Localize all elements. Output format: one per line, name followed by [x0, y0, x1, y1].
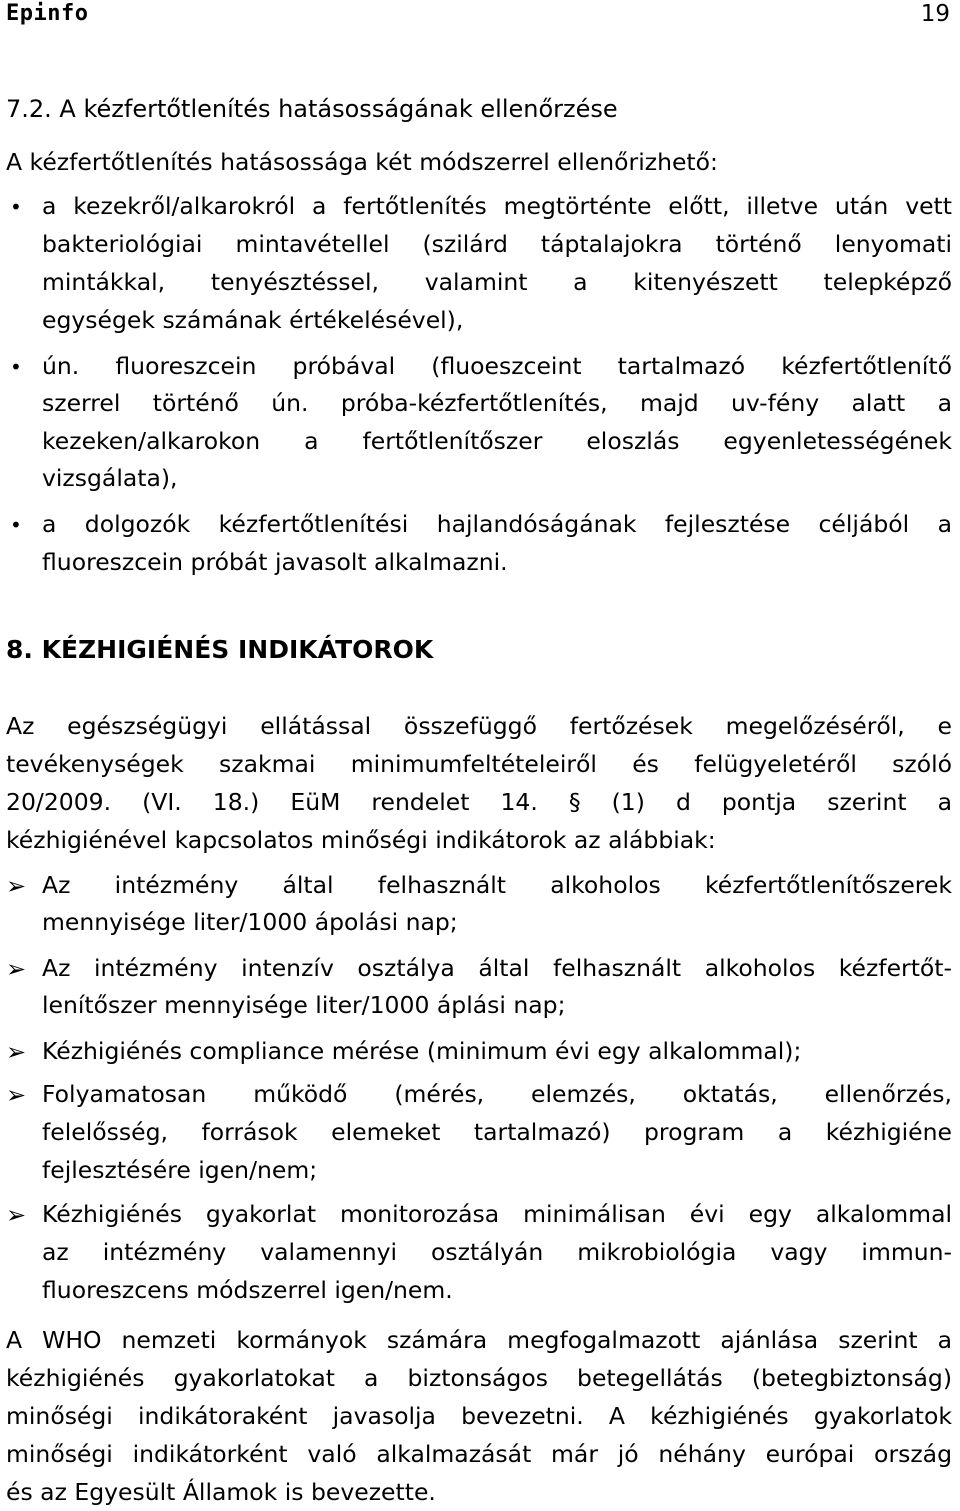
- indicator-1-line-1: Az intézmény által felhasznált alkoholos kézfertőtlenítőszerek: [42, 871, 952, 899]
- who-line-3: minőségi indikátoraként javasolja bevezetni. A kézhigiénés gyakorlatok: [6, 1402, 952, 1430]
- page-number: 19: [920, 1, 950, 27]
- who-line-2: kézhigiénés gyakorlatokat a biztonságos betegellátás (betegbiztonság): [6, 1364, 952, 1392]
- bullet-2-line-4: vizsgálata),: [42, 464, 178, 492]
- arrow-bullet-icon: ➢: [6, 872, 27, 900]
- para-line-4: kézhigiénével kapcsolatos minőségi indikátorok az alábbiak:: [6, 826, 716, 854]
- who-line-1: A WHO nemzeti kormányok számára megfogalmazott ajánlása szerint a: [6, 1326, 952, 1354]
- bullet-icon: •: [10, 513, 22, 537]
- indicator-1-line-2: mennyisége liter/1000 ápolási nap;: [42, 908, 458, 936]
- epinfo-logo: Epinfo: [6, 1, 89, 26]
- bullet-icon: •: [10, 355, 22, 379]
- indicator-2-line-2: lenítőszer mennyisége liter/1000 áplási nap;: [42, 991, 566, 1019]
- bullet-2-line-1: ún. fluoreszcein próbával (fluoeszceint tartalmazó kézfertőtlenítő: [42, 352, 952, 380]
- arrow-bullet-icon: ➢: [6, 1201, 27, 1229]
- bullet-3-line-1: a dolgozók kézfertőtlenítési hajlandóságának fejlesztése céljából a: [42, 510, 952, 538]
- indicator-4-line-2: felelősség, források elemeket tartalmazó) program a kézhigiéne: [42, 1118, 952, 1146]
- who-line-4: minőségi indikátorként való alkalmazását már jó néhány európai ország: [6, 1440, 952, 1468]
- indicator-5-line-1: Kézhigiénés gyakorlat monitorozása minimálisan évi egy alkalommal: [42, 1200, 952, 1228]
- bullet-1-line-3: mintákkal, tenyésztéssel, valamint a kitenyészett telepképző: [42, 268, 952, 296]
- indicator-5-line-3: fluoreszcens módszerrel igen/nem.: [42, 1276, 453, 1304]
- who-line-5: és az Egyesült Államok is bevezette.: [6, 1478, 436, 1506]
- bullet-icon: •: [10, 195, 22, 219]
- section-heading-8: 8. KÉZHIGIÉNÉS INDIKÁTOROK: [6, 635, 434, 664]
- bullet-3-line-2: fluoreszcein próbát javasolt alkalmazni.: [42, 548, 508, 576]
- bullet-2-line-3: kezeken/alkarokon a fertőtlenítőszer eloszlás egyenletességének: [42, 427, 952, 455]
- section-intro: A kézfertőtlenítés hatásossága két módszerrel ellenőrizhető:: [6, 148, 718, 176]
- para-line-3: 20/2009. (VI. 18.) EüM rendelet 14. § (1) d pontja szerint a: [6, 788, 952, 816]
- arrow-bullet-icon: ➢: [6, 1038, 27, 1066]
- bullet-1-line-4: egységek számának értékelésével),: [42, 306, 464, 334]
- indicator-3-line-1: Kézhigiénés compliance mérése (minimum évi egy alkalommal);: [42, 1037, 802, 1065]
- section-heading-7-2: 7.2. A kézfertőtlenítés hatásosságának ellenőrzése: [6, 95, 618, 123]
- bullet-1-line-2: bakteriológiai mintavétellel (szilárd táptalajokra történő lenyomati: [42, 230, 952, 258]
- para-line-1: Az egészségügyi ellátással összefüggő fertőzések megelőzéséről, e: [6, 712, 952, 740]
- arrow-bullet-icon: ➢: [6, 1081, 27, 1109]
- arrow-bullet-icon: ➢: [6, 955, 27, 983]
- indicator-2-line-1: Az intézmény intenzív osztálya által felhasznált alkoholos kézfertőt-: [42, 954, 952, 982]
- page-header: [6, 0, 950, 34]
- bullet-1-line-1: a kezekről/alkarokról a fertőtlenítés megtörténte előtt, illetve után vett: [42, 192, 952, 220]
- indicator-4-line-3: fejlesztésére igen/nem;: [42, 1156, 318, 1184]
- indicator-4-line-1: Folyamatosan működő (mérés, elemzés, oktatás, ellenőrzés,: [42, 1080, 952, 1108]
- bullet-2-line-2: szerrel történő ún. próba-kézfertőtlenítés, majd uv-fény alatt a: [42, 389, 952, 417]
- para-line-2: tevékenységek szakmai minimumfeltételeiről és felügyeletéről szóló: [6, 750, 952, 778]
- indicator-5-line-2: az intézmény valamennyi osztályán mikrobiológia vagy immun-: [42, 1238, 952, 1266]
